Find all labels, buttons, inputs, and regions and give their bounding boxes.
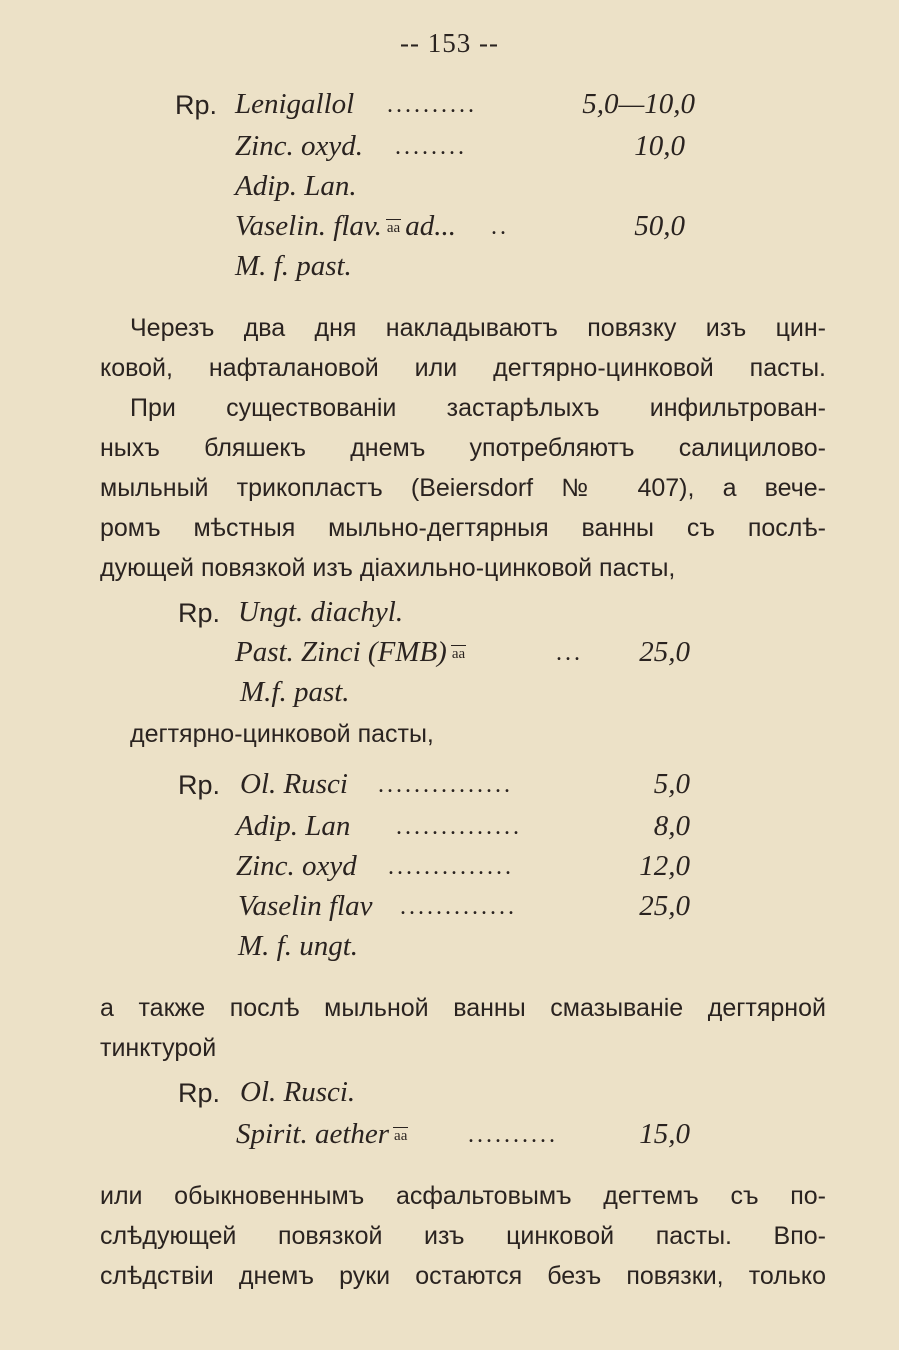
rx3-item-amount: 12,0: [639, 850, 690, 882]
rx3-prefix: Rp.: [178, 770, 221, 800]
rx2-item-amount: 25,0: [639, 636, 690, 668]
rx1-item-amount: 10,0: [634, 130, 685, 162]
rx3-item-amount: 25,0: [639, 890, 690, 922]
leader-dots: ........: [395, 134, 467, 160]
ana-symbol: aa: [386, 219, 401, 236]
rx3-item-name: Zinc. oxyd: [236, 850, 357, 882]
rx3-item-name: Adip. Lan: [236, 810, 351, 842]
leader-dots: ...............: [378, 772, 513, 798]
rx3-item-name: Ol. Rusci: [240, 768, 348, 800]
rx2-prefix: Rp.: [178, 598, 221, 628]
rx1-item-amount: 5,0—10,0: [582, 88, 695, 120]
rx4-item-name: Spirit. aether aa: [236, 1118, 408, 1150]
text-line: или обыкновеннымъ асфальтовымъ дегтемъ съ по-: [100, 1182, 826, 1210]
rx2-item-name: Past. Zinci (FMB) aa: [235, 636, 466, 668]
rx1-item-amount: 50,0: [634, 210, 685, 242]
text-line: тинктурой: [100, 1034, 217, 1062]
text-line: Черезъ два дня накладываютъ повязку изъ цин-: [130, 314, 826, 342]
text-line: слѣдствіи днемъ руки остаются безъ повязки, только: [100, 1262, 826, 1290]
rx2-item-name: M.f. past.: [240, 676, 350, 708]
text-line: а также послѣ мыльной ванны смазываніе дегтярной: [100, 994, 826, 1022]
rx3-item-amount: 8,0: [653, 810, 690, 842]
rx3-item-amount: 5,0: [653, 768, 690, 800]
paragraph-4: [100, 1176, 826, 1296]
text-line: мыльный трикопластъ (Beiersdorf № 407), а вече-: [100, 474, 826, 502]
text-line: ковой, нафталановой или дегтярно-цинковой пасты.: [100, 354, 826, 382]
rx3-item-name: M. f. ungt.: [238, 930, 359, 962]
paragraph-3: [100, 988, 826, 1068]
text-line: слѣдующей повязкой изъ цинковой пасты. Впо-: [100, 1222, 826, 1250]
ana-symbol: aa: [394, 1127, 408, 1144]
ana-symbol: aa: [451, 645, 466, 662]
text-line: дующей повязкой изъ діахильно-цинковой пасты,: [100, 554, 676, 582]
text-line: ромъ мѣстныя мыльно-дегтярныя ванны съ послѣ-: [100, 514, 826, 542]
leader-dots: .............: [400, 894, 517, 920]
rx2-item-name: Ungt. diachyl.: [238, 596, 404, 628]
leader-dots: ..: [491, 214, 509, 240]
leader-dots: ..............: [388, 854, 514, 880]
rx1-item-name: Adip. Lan.: [235, 170, 357, 202]
text-line: При существованіи застарѣлыхъ инфильтрован-: [130, 394, 826, 422]
rx1-item-name: Lenigallol: [235, 88, 355, 120]
text-line: ныхъ бляшекъ днемъ употребляютъ салицилово-: [100, 434, 826, 462]
rx1-item-name: Zinc. oxyd.: [235, 130, 364, 162]
leader-dots: ..........: [387, 92, 477, 118]
rx1-item-name: M. f. past.: [235, 250, 352, 282]
rx4-item-name: Ol. Rusci.: [240, 1076, 356, 1108]
rx1-item-name: Vaselin. flav. aa ad...: [235, 210, 456, 242]
rx4-item-amount: 15,0: [639, 1118, 690, 1150]
rx4-prefix: Rp.: [178, 1078, 221, 1108]
page-number: -- 153 --: [400, 28, 499, 58]
text-line: дегтярно-цинковой пасты,: [130, 720, 434, 748]
paragraph-2: [130, 714, 530, 754]
rx3-item-name: Vaselin flav: [238, 890, 373, 922]
leader-dots: ..............: [396, 814, 522, 840]
paragraph-1: [100, 308, 826, 588]
leader-dots: ...: [556, 640, 583, 666]
rx1-prefix: Rp.: [175, 90, 218, 120]
leader-dots: ..........: [468, 1122, 558, 1148]
